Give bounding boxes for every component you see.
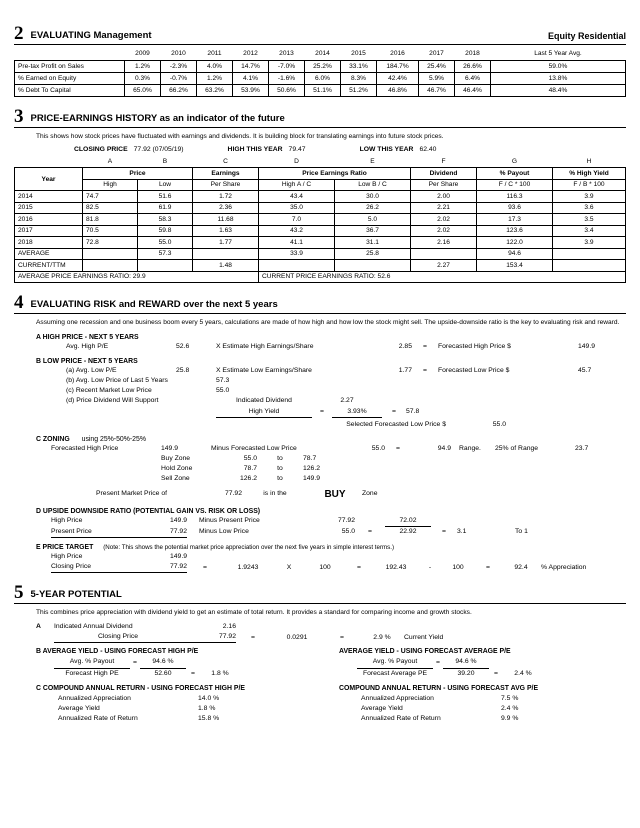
- avg-low-price-value: 57.3: [216, 376, 230, 384]
- price-target-denominator-row: [36, 562, 626, 573]
- subheader-low-b-c: Low B / C: [335, 179, 411, 191]
- avg-low-pe-label: (a) Avg. Low P/E: [66, 366, 117, 374]
- equals-sign: =: [392, 408, 396, 416]
- average-yield-label: Average Yield: [361, 704, 403, 712]
- equals-sign: =: [442, 528, 446, 536]
- year-2018: 2018: [465, 50, 480, 58]
- subheader-div-per-share: Per Share: [411, 179, 477, 191]
- current-ttm-row: CURRENT/TTM 1.48 2.27 153.4: [15, 260, 626, 272]
- management-table: [14, 48, 626, 97]
- section-4-note: Assuming one recession and one business boom every 5 years, calculations are made of how high and how low the stock might sell. The upside-downside ratio is the key to evaluating risk and reward.: [36, 319, 620, 327]
- to-word: to: [277, 475, 283, 483]
- current-yield-label: Current Yield: [404, 633, 444, 641]
- section-3-header: [14, 107, 626, 126]
- minus-low-price-label: Minus Low Price: [199, 528, 249, 536]
- company-name: Equity Residential: [547, 31, 626, 41]
- sell-zone-label: Sell Zone: [161, 475, 190, 483]
- appreciation-value: 92.4: [514, 563, 528, 571]
- avg-yield-avg-pe-block: [339, 648, 626, 678]
- subsection-5a-letter: A: [36, 622, 41, 630]
- price-target-quotient: 1.9243: [237, 563, 259, 571]
- col-letter-c: C: [223, 158, 228, 166]
- estimate-high-eps-label: X Estimate High Earnings/Share: [216, 342, 314, 350]
- closing-price-value: 77.92: [127, 562, 187, 573]
- price-summary-line: [14, 146, 626, 153]
- to-word: to: [277, 465, 283, 473]
- avg-high-pe-value: 52.6: [176, 342, 190, 350]
- zone-verdict: BUY: [324, 488, 346, 500]
- price-target-numerator-row: [36, 552, 626, 562]
- compound-return-avg-pe-block: [339, 685, 626, 725]
- hundred-multiplier: 100: [319, 563, 331, 571]
- present-market-price-row: [36, 487, 626, 502]
- current-pe-ratio: CURRENT PRICE EARNINGS RATIO: 52.6: [259, 271, 626, 283]
- compound-return-high-pe-block: [36, 685, 323, 725]
- year-2009: 2009: [135, 50, 150, 58]
- table-row: 2016 81.8 58.3 11.68 7.0 5.0 2.02 17.3 3.5: [15, 214, 626, 226]
- upside-denominator-row: [36, 527, 626, 538]
- recent-market-low-value: 55.0: [216, 387, 230, 395]
- subsection-4e-body: [36, 552, 626, 573]
- forecast-average-pe-value: 39.20: [457, 669, 475, 677]
- equals-sign: =: [494, 669, 498, 677]
- high-price-label: High Price: [51, 553, 83, 561]
- annualized-rate-of-return-value: 9.9 %: [501, 715, 519, 723]
- year-2017: 2017: [429, 50, 444, 58]
- average-pe-ratio: AVERAGE PRICE EARNINGS RATIO: 29.9: [15, 271, 259, 283]
- price-dividend-support-value: 57.8: [406, 408, 420, 416]
- subsection-5b-left-header: B AVERAGE YIELD - USING FORECAST HIGH P/E: [36, 648, 199, 656]
- management-table-year-header: [15, 48, 626, 60]
- indicated-dividend-value: 2.27: [340, 397, 354, 405]
- col-letter-a: A: [107, 158, 113, 166]
- price-target-product: 192.43: [385, 563, 407, 571]
- high-price-calc-row: [36, 342, 626, 352]
- minus-sign: -: [428, 563, 432, 571]
- to-word: to: [277, 455, 283, 463]
- header-pct-payout: % Payout: [477, 168, 553, 180]
- present-price-label: Present Price: [51, 527, 127, 538]
- compound-return-columns: [36, 685, 626, 725]
- subsection-5a-body: [36, 622, 626, 643]
- row-label-earned-on-equity: % Earned on Equity: [15, 72, 125, 84]
- equals-sign: =: [423, 366, 427, 374]
- high-this-year-label: HIGH THIS YEAR: [227, 146, 283, 154]
- year-2012: 2012: [243, 50, 258, 58]
- high-yield-value: 3.93%: [332, 407, 382, 418]
- section-2-header: [14, 24, 626, 43]
- present-market-price-label: Present Market Price of: [96, 490, 168, 498]
- estimate-low-eps-value: 1.77: [398, 366, 412, 374]
- forecast-high-pe-label: Forecast High PE: [65, 669, 119, 677]
- group-header-row: [15, 168, 626, 180]
- present-market-price-value: 77.92: [224, 490, 242, 498]
- sub-header-row: [15, 179, 626, 191]
- selected-low-price-value: 55.0: [492, 420, 506, 428]
- forecasted-high-price-label: Forecasted High Price $: [438, 342, 511, 350]
- section-4-number: 4: [14, 292, 24, 314]
- col-letter-e: E: [370, 158, 375, 166]
- table-row: % Earned on Equity 0.3% -0.7% 1.2% 4.1% -1.6% 6.0% 8.3% 42.4% 5.9% 6.4% 13.8%: [15, 72, 626, 84]
- high-price-value: 149.9: [169, 553, 187, 561]
- equals-sign: =: [203, 563, 207, 571]
- subheader-yield-formula: F / B * 100: [553, 179, 626, 191]
- forecasted-high-price-value: 149.9: [161, 444, 179, 452]
- section-2-rule: [14, 44, 626, 45]
- average-yield-value: 2.4 %: [501, 704, 519, 712]
- avg-low-price-label: (b) Avg. Low Price of Last 5 Years: [66, 376, 168, 384]
- section-5-number: 5: [14, 582, 24, 604]
- zoning-note: using 25%-50%-25%: [81, 435, 146, 443]
- subheader-high-a-c: High A / C: [259, 179, 335, 191]
- buy-zone-label: Buy Zone: [161, 455, 191, 463]
- avg-low-pe-value: 25.8: [176, 366, 190, 374]
- section-2-number: 2: [14, 23, 24, 44]
- pct-of-range-value: 23.7: [575, 444, 589, 452]
- table-row: [339, 694, 626, 704]
- header-price: Price: [83, 168, 193, 180]
- subsection-4b-header: B LOW PRICE - NEXT 5 YEARS: [36, 357, 138, 365]
- header-price-earnings-ratio: Price Earnings Ratio: [259, 168, 411, 180]
- recent-market-low-row: [36, 386, 626, 396]
- upside-denominator: 22.92: [399, 528, 417, 536]
- closing-price-value: 77.92 (07/05/19): [133, 146, 184, 154]
- forecast-average-pe-row: [339, 669, 626, 679]
- equals-sign: =: [251, 633, 255, 641]
- subsection-4b-body: [36, 366, 626, 430]
- table-row: [339, 714, 626, 724]
- section-3-rule: [14, 127, 626, 128]
- closing-price-value: 77.92: [182, 632, 236, 643]
- annualized-appreciation-value: 7.5 %: [501, 694, 519, 702]
- header-pct-high-yield: % High Yield: [553, 168, 626, 180]
- present-price-value: 77.92: [127, 527, 187, 538]
- avg-payout-value: 94.6 %: [140, 657, 186, 668]
- upside-numerator-row: [36, 516, 626, 527]
- year-2014: 2014: [315, 50, 330, 58]
- equals-sign: =: [133, 658, 137, 666]
- current-yield-pct: 2.9 %: [373, 633, 391, 641]
- average-row: AVERAGE 57.3 33.9 25.8 94.6: [15, 248, 626, 260]
- section-2-title: EVALUATING Management: [30, 30, 152, 41]
- avg-yield-columns: [36, 648, 626, 678]
- range-label: Range.: [459, 444, 481, 452]
- table-row: [339, 704, 626, 714]
- equals-sign: =: [423, 342, 427, 350]
- header-dividend: Dividend: [411, 168, 477, 180]
- table-row: 2014 74.7 51.6 1.72 43.4 30.0 2.00 116.3 3.9: [15, 191, 626, 203]
- appreciation-label: % Appreciation: [541, 563, 587, 571]
- section-5-note: This combines price appreciation with dividend yield to get an estimate of total return. It provides a standard for comparing income and growth stocks.: [36, 609, 472, 617]
- indicated-dividend-label: Indicated Dividend: [236, 397, 292, 405]
- letter-header-row: [15, 156, 626, 168]
- sell-zone-to: 149.9: [303, 475, 321, 483]
- forecasted-high-price-value: 149.9: [578, 342, 596, 350]
- hold-zone-label: Hold Zone: [161, 465, 193, 473]
- forecasted-low-price-value: 45.7: [578, 366, 592, 374]
- estimate-low-eps-label: X Estimate Low Earnings/Share: [216, 366, 312, 374]
- estimate-high-eps-value: 2.85: [398, 342, 412, 350]
- hundred-subtrahend: 100: [452, 563, 464, 571]
- forecasted-low-price-label: Forecasted Low Price $: [438, 366, 510, 374]
- forecasted-high-price-label: Forecasted High Price: [51, 444, 119, 452]
- section-3-number: 3: [14, 105, 24, 127]
- range-value: 94.9: [437, 444, 451, 452]
- minus-forecasted-low-value: 55.0: [371, 444, 385, 452]
- equals-sign: =: [436, 658, 440, 666]
- year-2010: 2010: [171, 50, 186, 58]
- subheader-eps: Per Share: [193, 179, 259, 191]
- pct-of-range-label: 25% of Range: [495, 444, 539, 452]
- indicated-annual-dividend-label: Indicated Annual Dividend: [54, 622, 133, 630]
- price-dividend-support-row: [36, 396, 626, 406]
- avg-payout-label: Avg. % Payout: [357, 657, 433, 668]
- price-target-note: (Note: This shows the potential market price appreciation over the next five years in simple interest terms.): [103, 544, 395, 552]
- subsection-4d-header: D UPSIDE DOWNSIDE RATIO (POTENTIAL GAIN VS. RISK OR LOSS): [36, 507, 261, 515]
- table-row: [36, 704, 323, 714]
- upside-numerator: 72.02: [385, 516, 431, 527]
- selected-low-price-row: [36, 420, 626, 430]
- header-year: Year: [15, 168, 83, 191]
- closing-price-label: CLOSING PRICE: [74, 146, 128, 154]
- section-4-rule: [14, 313, 626, 314]
- avg-low-price-row: [36, 376, 626, 386]
- subsection-4d-body: [36, 516, 626, 538]
- price-dividend-support-label: (d) Price Dividend Will Support: [66, 397, 159, 405]
- high-price-label: High Price: [51, 517, 83, 525]
- section-5-title: 5-YEAR POTENTIAL: [30, 589, 122, 601]
- equals-sign: =: [396, 444, 400, 452]
- subsection-4a-header: A HIGH PRICE - NEXT 5 YEARS: [36, 333, 139, 341]
- subheader-low: Low: [138, 179, 193, 191]
- is-in-the-label: is in the: [263, 490, 287, 498]
- annualized-appreciation-value: 14.0 %: [198, 694, 220, 702]
- current-ttm-label: CURRENT/TTM: [15, 260, 83, 272]
- row-label-pretax-profit: Pre-tax Profit on Sales: [15, 60, 125, 72]
- section-3-note: This shows how stock prices have fluctuated with earnings and dividends. It is building block for translating earnings into future stock prices.: [36, 132, 444, 140]
- minus-present-price-value: 77.92: [337, 517, 355, 525]
- forecast-average-pe-label: Forecast Average PE: [362, 669, 428, 677]
- avg-payout-value: 94.6 %: [443, 657, 489, 668]
- buy-zone-row: [36, 454, 626, 464]
- section-4-header: [14, 293, 626, 312]
- section-5-rule: [14, 603, 626, 604]
- avg-payout-row: [36, 657, 323, 668]
- high-price-value: 149.9: [169, 517, 187, 525]
- minus-low-price-value: 55.0: [341, 528, 355, 536]
- table-row: % Debt To Capital 65.0% 66.2% 63.2% 53.9% 50.6% 51.1% 51.2% 46.8% 46.7% 46.4% 48.4%: [15, 84, 626, 96]
- equals-sign: =: [340, 633, 344, 641]
- zone-word: Zone: [362, 490, 378, 498]
- avg-payout-row: [339, 657, 626, 668]
- subheader-payout-formula: F / C * 100: [477, 179, 553, 191]
- low-pe-row: [36, 366, 626, 376]
- hold-zone-to: 126.2: [303, 465, 321, 473]
- avg-yield-high-pe-block: [36, 648, 323, 678]
- col-letter-d: D: [294, 158, 299, 166]
- year-2011: 2011: [207, 50, 222, 58]
- col-letter-b: B: [162, 158, 168, 166]
- subsection-4a-body: [36, 342, 626, 352]
- forecast-high-pe-value: 52.60: [154, 669, 172, 677]
- zoning-label: C ZONING: [36, 435, 70, 443]
- table-row: 2017 70.5 59.8 1.63 43.2 36.7 2.02 123.6 3.4: [15, 225, 626, 237]
- table-row: Pre-tax Profit on Sales 1.2% -2.3% 4.0% 14.7% -7.0% 25.2% 33.1% 184.7% 25.4% 26.6% 59.0%: [15, 60, 626, 72]
- table-row: 2018 72.8 55.0 1.77 41.1 31.1 2.16 122.0 3.9: [15, 237, 626, 249]
- upside-downside-ratio: 3.1: [457, 528, 467, 536]
- low-this-year-value: 62.40: [419, 146, 437, 154]
- subsection-4e-header: [36, 544, 626, 551]
- col-letter-h: H: [586, 158, 592, 166]
- subheader-high: High: [83, 179, 138, 191]
- selected-low-price-label: Selected Forecasted Low Price $: [346, 420, 446, 428]
- annualized-appreciation-label: Annualized Appreciation: [58, 694, 131, 702]
- times-sign: X: [286, 563, 292, 571]
- year-2013: 2013: [279, 50, 294, 58]
- range-calc-row: [36, 444, 626, 454]
- table-row: [36, 694, 323, 704]
- average-label: AVERAGE: [15, 248, 83, 260]
- indicated-dividend-row: [36, 622, 626, 632]
- buy-zone-from: 55.0: [243, 455, 257, 463]
- section-4-title: EVALUATING RISK and REWARD over the next 5 years: [30, 299, 278, 311]
- annualized-rate-of-return-label: Annualized Rate of Return: [361, 715, 441, 723]
- current-yield-row: [36, 632, 626, 643]
- equals-sign: =: [191, 669, 195, 677]
- avg-high-pe-label: Avg. High P/E: [66, 342, 109, 350]
- minus-forecasted-low-label: Minus Forecasted Low Price: [211, 444, 297, 452]
- average-yield-label: Average Yield: [58, 704, 100, 712]
- equals-sign: =: [357, 563, 361, 571]
- col-letter-g: G: [511, 158, 518, 166]
- current-yield-decimal: 0.0291: [286, 633, 308, 641]
- col-letter-f: F: [441, 158, 446, 166]
- year-2016: 2016: [390, 50, 405, 58]
- forecast-high-pe-row: [36, 669, 323, 679]
- indicated-annual-dividend-value: 2.16: [222, 622, 236, 630]
- hold-zone-from: 78.7: [243, 465, 257, 473]
- annualized-appreciation-label: Annualized Appreciation: [361, 694, 434, 702]
- low-this-year-label: LOW THIS YEAR: [359, 146, 414, 154]
- sell-zone-row: [36, 474, 626, 484]
- avg-yield-high-pe-result: 1.8 %: [211, 669, 229, 677]
- equals-sign: =: [320, 408, 324, 416]
- subsection-5b-right-header: AVERAGE YIELD - USING FORECAST AVERAGE P/E: [339, 648, 511, 656]
- subsection-5c-right-header: COMPOUND ANNUAL RETURN - USING FORECAST AVG P/E: [339, 684, 539, 692]
- minus-present-price-label: Minus Present Price: [199, 517, 260, 525]
- avg-payout-label: Avg. % Payout: [54, 657, 130, 668]
- equals-sign: =: [486, 563, 490, 571]
- subsection-4c-body: [36, 444, 626, 502]
- table-row: [36, 714, 323, 724]
- price-target-label: E PRICE TARGET: [36, 544, 94, 552]
- hold-zone-row: [36, 464, 626, 474]
- table-row: 2015 82.5 61.9 2.36 35.0 26.2 2.21 93.6 3.6: [15, 202, 626, 214]
- sell-zone-from: 126.2: [239, 475, 257, 483]
- year-2015: 2015: [351, 50, 366, 58]
- recent-market-low-label: (c) Recent Market Low Price: [66, 387, 152, 395]
- section-3-title: PRICE-EARNINGS HISTORY as an indicator of the future: [30, 112, 285, 124]
- closing-price-label: Closing Price: [51, 562, 127, 573]
- average-yield-value: 1.8 %: [198, 704, 216, 712]
- high-yield-label: High Yield: [216, 407, 312, 418]
- pe-ratio-footer-row: [15, 271, 626, 283]
- to-one-label: To 1: [515, 528, 528, 536]
- price-earnings-history-table: [14, 156, 626, 283]
- annualized-rate-of-return-label: Annualized Rate of Return: [58, 715, 138, 723]
- equals-sign: =: [368, 528, 372, 536]
- header-earnings: Earnings: [193, 168, 259, 180]
- high-yield-row: [36, 407, 626, 418]
- last-5-year-avg-header: Last 5 Year Avg.: [534, 50, 582, 58]
- annualized-rate-of-return-value: 15.8 %: [198, 715, 220, 723]
- closing-price-label: Closing Price: [54, 632, 182, 643]
- buy-zone-to: 78.7: [303, 455, 317, 463]
- subsection-5c-left-header: C COMPOUND ANNUAL RETURN - USING FORECAST HIGH P/E: [36, 684, 246, 692]
- avg-yield-avg-pe-result: 2.4 %: [514, 669, 532, 677]
- section-5-header: [14, 583, 626, 602]
- row-label-debt-to-capital: % Debt To Capital: [15, 84, 125, 96]
- high-this-year-value: 79.47: [288, 146, 306, 154]
- subsection-4c-header: [36, 436, 626, 443]
